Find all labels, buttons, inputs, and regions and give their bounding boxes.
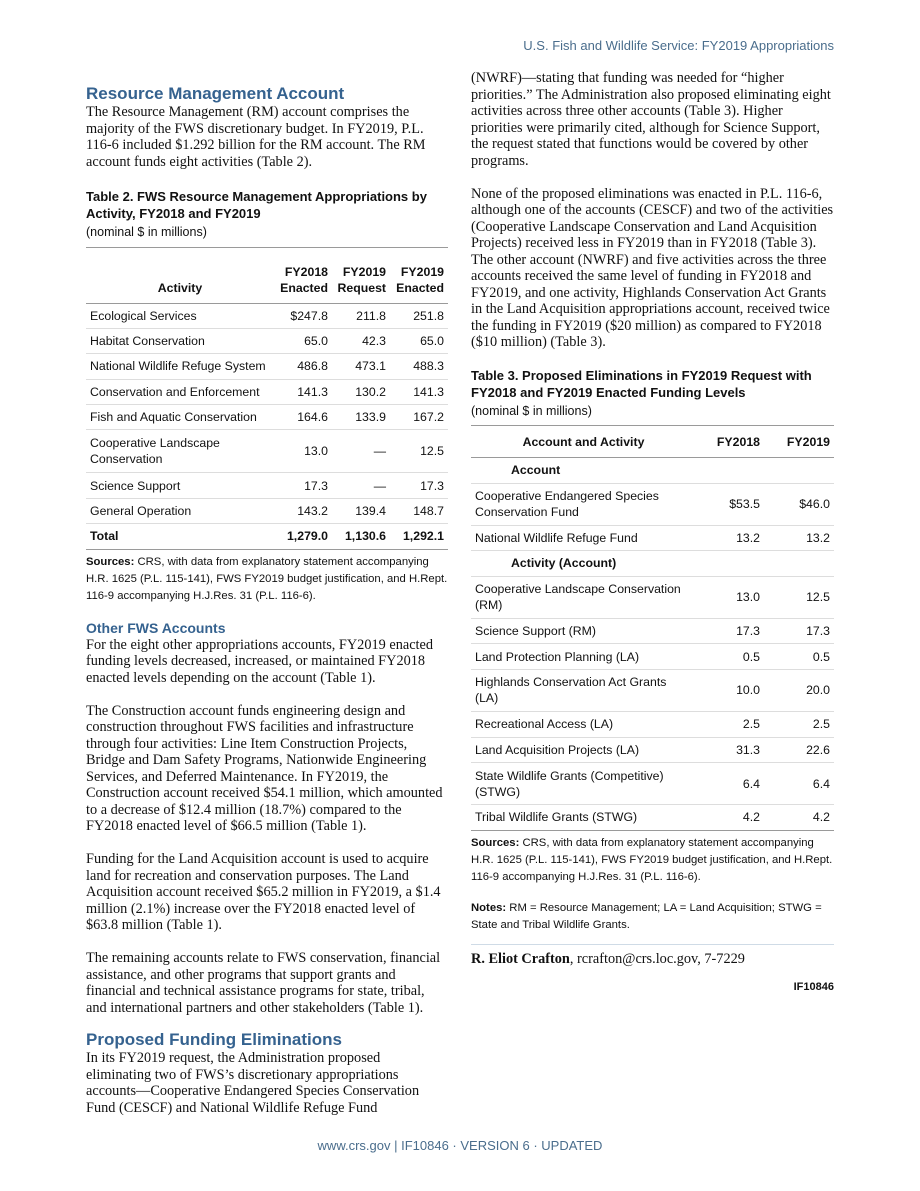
cell-value: 17.3	[390, 473, 448, 498]
cell-value: 12.5	[390, 430, 448, 473]
cell-value: 148.7	[390, 498, 448, 523]
table2-sources	[86, 554, 448, 605]
author-line	[471, 944, 834, 968]
table2-block	[86, 188, 448, 605]
other-paragraph: The Construction account funds engineering design and construction throughout FWS facilities and infrastructure through four activities: Line Item Construction Projects, Bridge and Dam Safety Programs, Nationwide Engineering Services, and Deferred Maintenance. In FY2019, the Construction account received $54.1 million, which amounted to a decrease of $12.4 million (18.7%) compared to the FY2018 enacted level of $66.5 million (Table 1).	[86, 702, 443, 835]
table-row	[471, 483, 834, 525]
table2-col-fy2019-request: FY2019 Request	[337, 264, 386, 295]
right-paragraph: None of the proposed eliminations was enacted in P.L. 116-6, although one of the accounts (CESCF) and two of the activities (Cooperative Landscape Conservation and Land Acquisition Projects) received less in FY2019 than in FY2018 (Table 3). The other account (NWRF) and five activities across the three accounts received the same level of funding in FY2018 and FY2019, and one activity, Highlands Conservation Act Grants in the Land Acquisition appropriations account, received twice the funding in FY2019 ($20 million) as compared to FY2018 ($10 million) (Table 3).	[471, 185, 834, 350]
cell-value: 13.0	[274, 430, 332, 473]
right-paragraph: (NWRF)—stating that funding was needed for “higher priorities.” The Administration also proposed eliminating eight activities across three other accounts (Table 3). Higher priorities were primarily cited, although for Science Support, the request stated that functions would be covered by other programs.	[471, 70, 831, 169]
cell-value: 6.4	[696, 763, 764, 805]
cell-activity: Land Protection Planning (LA)	[471, 644, 696, 670]
sources-text: CRS, with data from explanatory statement accompanying H.R. 1625 (P.L. 115-141), FWS FY2019 budget justification, and H.Rept. 116-9 accompanying H.J.Res. 31 (P.L. 116-6).	[471, 836, 833, 883]
table-row	[471, 737, 834, 763]
cell-activity: Cooperative Landscape Conservation	[86, 430, 274, 473]
section-label: Activity (Account)	[471, 551, 834, 577]
cell-value: 65.0	[274, 328, 332, 353]
table-row	[471, 805, 834, 831]
rm-paragraph: The Resource Management (RM) account comprises the majority of the FWS discretionary budget. In FY2019, P.L. 116-6 included $1.292 billion for the RM account. The RM account funds eight activities (Table 2).	[86, 104, 426, 170]
cell-activity: State Wildlife Grants (Competitive) (STWG)	[471, 763, 696, 805]
running-header: U.S. Fish and Wildlife Service: FY2019 Appropriations	[523, 38, 834, 53]
table3-section-activity	[471, 551, 834, 577]
cell-value: 130.2	[332, 379, 390, 404]
cell-value: 143.2	[274, 498, 332, 523]
cell-activity: Conservation and Enforcement	[86, 379, 274, 404]
cell-value: 31.3	[696, 737, 764, 763]
cell-activity: Tribal Wildlife Grants (STWG)	[471, 805, 696, 831]
table2-col-activity: Activity	[157, 280, 203, 295]
cell-value: 488.3	[390, 354, 448, 379]
table2-unit: (nominal $ in millions)	[86, 225, 207, 239]
table-row	[471, 525, 834, 551]
table3-col-activity: Account and Activity	[522, 434, 645, 449]
table-row	[86, 498, 448, 523]
table3-notes	[471, 900, 834, 934]
cell-value: 211.8	[332, 303, 390, 328]
other-paragraph: Funding for the Land Acquisition account is used to acquire land for recreation and conservation purposes. The Land Acquisition account received $65.2 million in FY2019, a $1.4 million (2.1%) increase over the FY2018 enacted level of $63.8 million (Table 1).	[86, 851, 441, 934]
cell-activity: Cooperative Endangered Species Conservation Fund	[471, 483, 696, 525]
table3-col-fy2018: FY2018	[716, 434, 760, 449]
cell-activity: Science Support	[86, 473, 274, 498]
section-heading-eliminations: Proposed Funding Eliminations	[86, 1030, 342, 1050]
sources-label: Sources:	[86, 555, 135, 568]
cell-value: $53.5	[696, 483, 764, 525]
cell-activity: Fish and Aquatic Conservation	[86, 405, 274, 430]
cell-value: 1,279.0	[274, 524, 332, 549]
cell-value: 141.3	[274, 379, 332, 404]
cell-value: 2.5	[696, 711, 764, 737]
table-row	[86, 354, 448, 379]
table-row	[86, 405, 448, 430]
author-name: R. Eliot Crafton	[471, 950, 570, 967]
table3-unit: (nominal $ in millions)	[471, 403, 592, 418]
table-row	[471, 669, 834, 711]
cell-value: —	[332, 430, 390, 473]
table3	[471, 425, 834, 831]
cell-value: 6.4	[764, 763, 834, 805]
table-row	[471, 644, 834, 670]
cell-value: 13.0	[696, 576, 764, 618]
right-column	[471, 70, 834, 993]
table2	[86, 247, 448, 550]
notes-label: Notes:	[471, 901, 507, 914]
cell-value: 10.0	[696, 669, 764, 711]
sources-label: Sources:	[471, 836, 520, 849]
cell-value: 13.2	[764, 525, 834, 551]
cell-value: $247.8	[274, 303, 332, 328]
table-row	[471, 576, 834, 618]
cell-value: 42.3	[332, 328, 390, 353]
cell-value: 4.2	[696, 805, 764, 831]
table3-header-row	[471, 426, 834, 458]
cell-value: 167.2	[390, 405, 448, 430]
cell-value: 164.6	[274, 405, 332, 430]
table-row	[471, 763, 834, 805]
cell-value: $46.0	[764, 483, 834, 525]
other-paragraph: For the eight other appropriations accounts, FY2019 enacted funding levels decreased, increased, or maintained FY2018 enacted levels depending on the account (Table 1).	[86, 636, 434, 686]
table3-caption: Table 3. Proposed Eliminations in FY2019 Request with FY2018 and FY2019 Enacted Funding Levels	[471, 367, 812, 400]
page-footer: www.crs.gov | IF10846 · VERSION 6 · UPDATED	[317, 1138, 603, 1153]
table3-section-account	[471, 458, 834, 484]
table-row	[86, 473, 448, 498]
table-row	[86, 430, 448, 473]
table3-col-fy2019: FY2019	[786, 434, 830, 449]
other-paragraph: The remaining accounts relate to FWS conservation, financial assistance, and other programs that support grants and financial and technical assistance programs for state, tribal, and international partners and other stakeholders (Table 1).	[86, 950, 441, 1016]
cell-value: 4.2	[764, 805, 834, 831]
cell-value: 1,292.1	[390, 524, 448, 549]
table3-block	[471, 367, 834, 934]
table3-sources	[471, 835, 834, 886]
cell-value: 1,130.6	[332, 524, 390, 549]
cell-value: 17.3	[274, 473, 332, 498]
cell-activity: Cooperative Landscape Conservation (RM)	[471, 576, 696, 618]
cell-value: 17.3	[764, 618, 834, 644]
cell-activity: Ecological Services	[86, 303, 274, 328]
cell-value: 13.2	[696, 525, 764, 551]
cell-activity: Total	[86, 524, 274, 549]
cell-value: 473.1	[332, 354, 390, 379]
cell-activity: Land Acquisition Projects (LA)	[471, 737, 696, 763]
table2-col-fy2018: FY2018 Enacted	[280, 264, 328, 295]
cell-value: 0.5	[696, 644, 764, 670]
table-row	[86, 328, 448, 353]
cell-value: 20.0	[764, 669, 834, 711]
cell-value: 486.8	[274, 354, 332, 379]
cell-value: —	[332, 473, 390, 498]
notes-text: RM = Resource Management; LA = Land Acquisition; STWG = State and Tribal Wildlife Grants.	[471, 901, 822, 931]
cell-activity: Science Support (RM)	[471, 618, 696, 644]
cell-activity: Recreational Access (LA)	[471, 711, 696, 737]
section-label: Account	[471, 458, 834, 484]
table2-caption: Table 2. FWS Resource Management Appropriations by Activity, FY2018 and FY2019	[86, 189, 427, 221]
cell-value: 133.9	[332, 405, 390, 430]
table-row	[471, 711, 834, 737]
cell-activity: Habitat Conservation	[86, 328, 274, 353]
document-id: IF10846	[793, 981, 834, 994]
table-row	[86, 303, 448, 328]
cell-value: 0.5	[764, 644, 834, 670]
table2-header-row	[86, 247, 448, 303]
table-total-row	[86, 524, 448, 549]
cell-value: 22.6	[764, 737, 834, 763]
cell-value: 139.4	[332, 498, 390, 523]
cell-value: 2.5	[764, 711, 834, 737]
cell-value: 65.0	[390, 328, 448, 353]
cell-value: 251.8	[390, 303, 448, 328]
cell-activity: National Wildlife Refuge System	[86, 354, 274, 379]
eliminations-paragraph: In its FY2019 request, the Administration proposed eliminating two of FWS’s discretionary appropriations accounts—Cooperative Endangered Species Conservation Fund (CESCF) and National Wildlife Refuge Fund	[86, 1050, 420, 1116]
cell-activity: Highlands Conservation Act Grants (LA)	[471, 669, 696, 711]
cell-value: 12.5	[764, 576, 834, 618]
section-heading-other: Other FWS Accounts	[86, 619, 226, 636]
cell-activity: General Operation	[86, 498, 274, 523]
sources-text: CRS, with data from explanatory statement accompanying H.R. 1625 (P.L. 115-141), FWS FY2019 budget justification, and H.Rept. 116-9 accompanying H.J.Res. 31 (P.L. 116-6).	[86, 555, 448, 602]
author-contact: , rcrafton@crs.loc.gov, 7-7229	[569, 950, 745, 967]
left-column	[86, 70, 448, 1116]
cell-value: 17.3	[696, 618, 764, 644]
table-row	[471, 618, 834, 644]
table-row	[86, 379, 448, 404]
cell-activity: National Wildlife Refuge Fund	[471, 525, 696, 551]
cell-value: 141.3	[390, 379, 448, 404]
table2-col-fy2019-enacted: FY2019 Enacted	[396, 264, 444, 295]
section-heading-rm: Resource Management Account	[86, 84, 345, 103]
